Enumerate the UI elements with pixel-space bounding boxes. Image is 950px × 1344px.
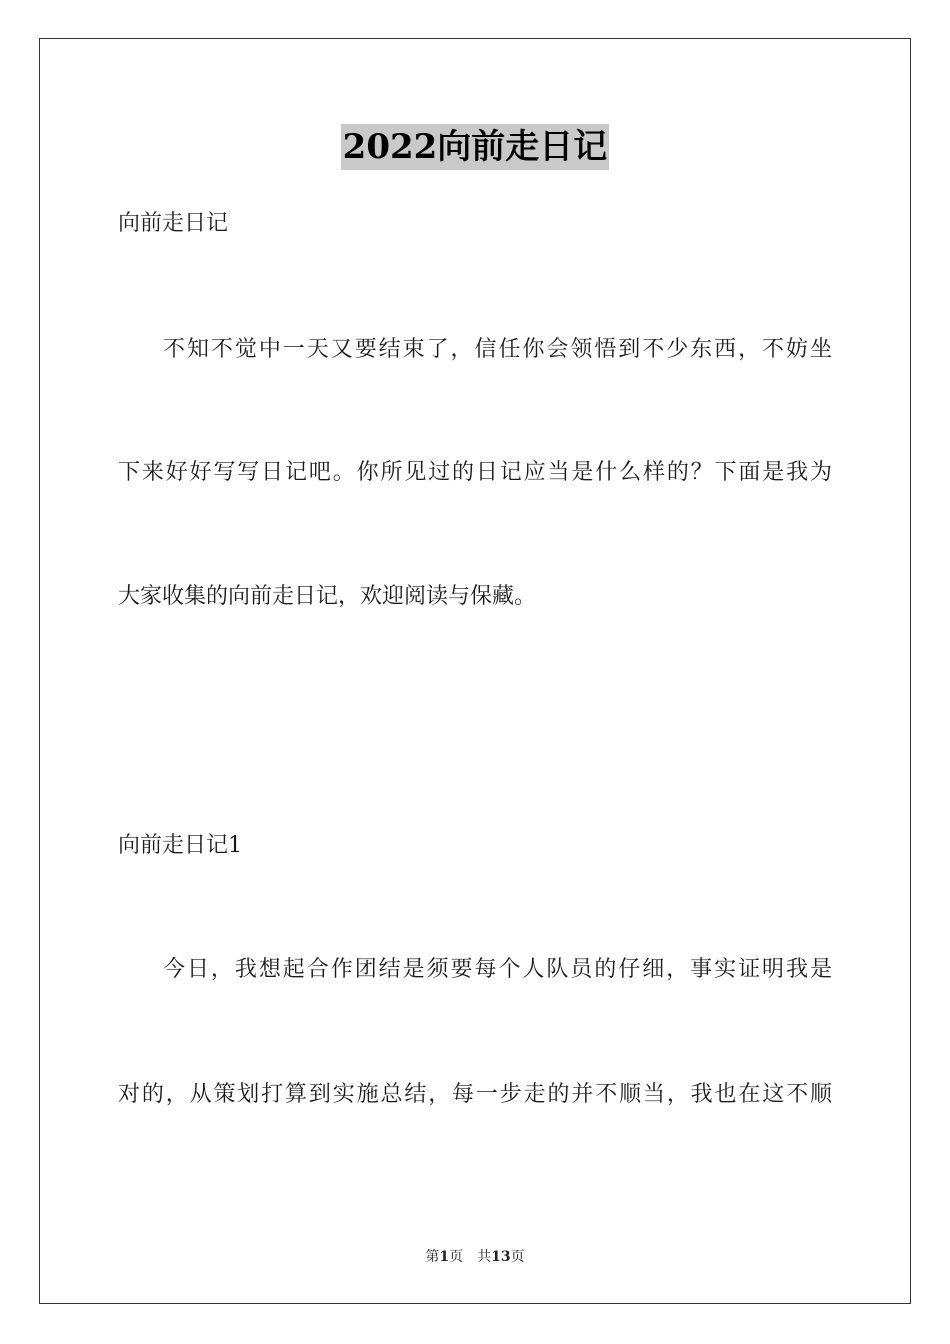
- subtitle: 向前走日记: [118, 211, 229, 236]
- document-title-block: [0, 124, 950, 170]
- document-title: 2022向前走日记: [341, 124, 610, 170]
- footer-total-suffix: 页: [510, 1249, 525, 1265]
- section-line-1: 今日，我想起合作团结是须要每个人队员的仔细，事实证明我是: [163, 957, 832, 982]
- section-line-2: 对的，从策划打算到实施总结，每一步走的并不顺当，我也在这不顺: [118, 1082, 832, 1107]
- footer-page-suffix: 页: [449, 1249, 464, 1265]
- footer-page-total: 13: [491, 1249, 511, 1265]
- intro-line-3: 大家收集的向前走日记，欢迎阅读与保藏。: [118, 584, 537, 609]
- footer-total-prefix: 共: [477, 1249, 492, 1265]
- footer-page-prefix: 第: [425, 1249, 440, 1265]
- page-footer: [0, 1247, 950, 1267]
- footer-page-current: 1: [439, 1249, 450, 1265]
- intro-line-2: 下来好好写写日记吧。你所见过的日记应当是什么样的？下面是我为: [118, 460, 832, 485]
- section-heading: 向前走日记1: [118, 833, 242, 858]
- intro-line-1: 不知不觉中一天又要结束了，信任你会领悟到不少东西，不妨坐: [163, 337, 832, 362]
